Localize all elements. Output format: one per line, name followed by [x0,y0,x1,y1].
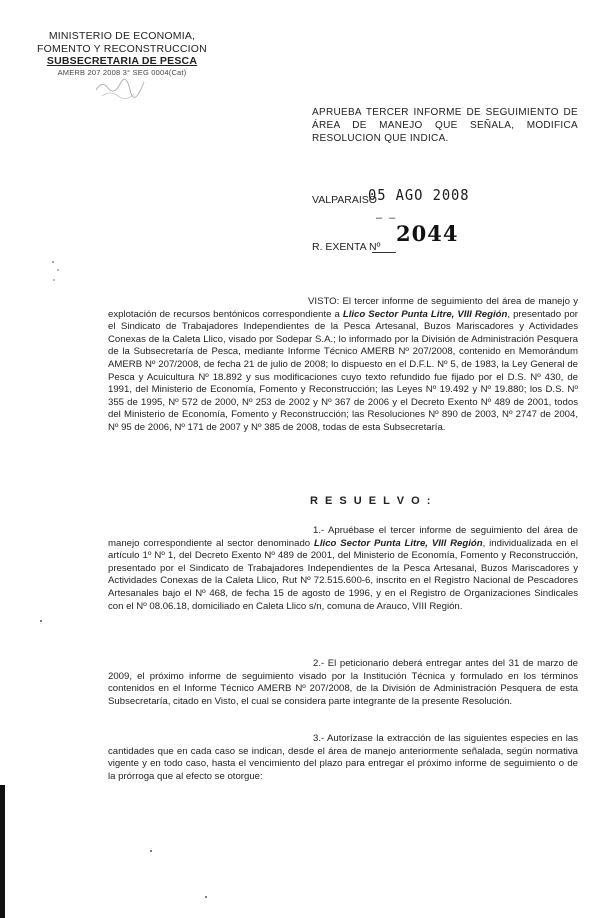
item-3-text: especies en las cantidades que en cada caso se indican, desde el área de manejo anteriormente señalada, según normativa vigente y en todo caso, hasta el vencimiento del plazo para entregar el próximo informe de seguimiento o de la prórroga que al efecto se otorgue: [108,733,578,782]
resuelvo-heading: R E S U E L V O : [310,495,433,507]
exenta-number-stamp: 2044 [396,221,459,246]
place-label: VALPARAISO [312,194,377,206]
visto-text-1: El tercer informe de seguimiento del área de manejo y explotación de recursos bentónicos correspondiente a [108,296,578,320]
faded-stamp-scribble [92,72,152,100]
item-2-lead: 2.- El peticionario deberá entregar antes del 31 [313,658,520,669]
item-1-text: , individualizada en el artículo 1º Nº 1, del Decreto Exento Nº 489 de 2001, del Ministerio de Economía, Fomento y Reconstrucción, presentado por el Sindicato de Trabajadores Independientes de la Pesca Artesanal, Buzos Mariscadores y Actividades Conexas de la Caleta Llico, Rut Nº 72.515.600-6, inscrito en el Registro Nacional de Pescadores Artesanales bajo el Nº 468, de fecha 15 de agosto de 1996, y en el Registro de Organizaciones Sindicales con el Nº 08.06.18, domiciliado en Caleta Llico s/n, comuna de Arauco, VIII Región. [108,537,578,612]
date-stamp: 05 AGO 2008 [368,186,470,204]
item-1-lead: 1.- Apruébase el tercer informe de seguimiento del área de manejo correspondiente al sector denominado [108,525,578,549]
letterhead [22,30,222,77]
resolution-item-2 [108,658,578,708]
subsecretaria-name: SUBSECRETARIA DE PESCA [46,55,198,67]
scan-margin-marks [50,258,62,288]
item-1-sector: Llico Sector Punta Litre, VIII Región [314,537,483,549]
exenta-label: R. EXENTA Nº [312,241,381,253]
ministry-name-line-1: MINISTERIO DE ECONOMIA, [48,30,196,42]
visto-text-2: , presentado por el Sindicato de Trabajadores Independientes de la Pesca Artesanal, Buzos Mariscadores y Actividades Conexas de la Caleta Llico, visado por Sodepar S.A.; lo informado por la División de Administración Pesquera de la Subsecretaría de Pesca, mediante Informe Técnico AMERB Nº 207/2008, contenido en Memorándum AMERB Nº 207/2008, de fecha 21 de julio de 2008; lo dispuesto en el D.F.L. Nº 5, de 1983, la Ley General de Pesca y Acuicultura Nº 18.892 y sus modificaciones cuyo texto refundido fue fijado por el D.S. Nº 430, de 1991, del Ministerio de Economía, Fomento y Reconstrucción; las Leyes Nº 19.492 y Nº 19.880; los D.S. Nº 355 de 1995, Nº 572 de 2000, Nº 253 de 2002 y Nº 367 de 2006 y el Decreto Exento Nº 489 de 2001, todos del Ministerio de Economía, Fomento y Reconstrucción; las Resoluciones Nº 890 de 2003, Nº 2747 de 2004, Nº 95 de 2006, Nº 171 de 2007 y Nº 385 de 2008, todas de esta Subsecretaría. [108,308,578,433]
scan-speck [150,850,152,852]
visto-sector: Llico Sector Punta Litre, VIII Región [342,308,508,320]
resolution-item-3 [108,733,578,783]
scan-edge-bar [0,785,5,918]
reference-code: AMERB 207 2008 3° SEG 0004(Cat) [57,67,187,77]
exenta-underline [372,252,396,253]
handwritten-dash-mark: – – [376,212,398,224]
scan-speck [205,896,207,898]
visto-lead: VISTO: [308,296,340,307]
item-3-lead: 3.- Autorízase la extracción de las siguientes [313,733,508,744]
scan-speck [40,620,42,622]
resolution-item-1 [108,525,578,613]
resolution-subject: APRUEBA TERCER INFORME DE SEGUIMIENTO DE ÁREA DE MANEJO QUE SEÑALA, MODIFICA RESOLUCION QUE INDICA. [312,107,578,144]
item-2-text: de marzo de 2009, el próximo informe de seguimiento visado por la Institución Técnica y formulado en los términos contenidos en el Informe Técnico AMERB Nº 207/2008, de la División de Administración Pesquera de esta Subsecretaría, citado en Visto, el cual se considera parte integrante de la presente Resolución. [108,658,579,707]
ministry-name-line-2: FOMENTO Y RECONSTRUCCION [37,42,207,55]
visto-paragraph [108,296,578,435]
